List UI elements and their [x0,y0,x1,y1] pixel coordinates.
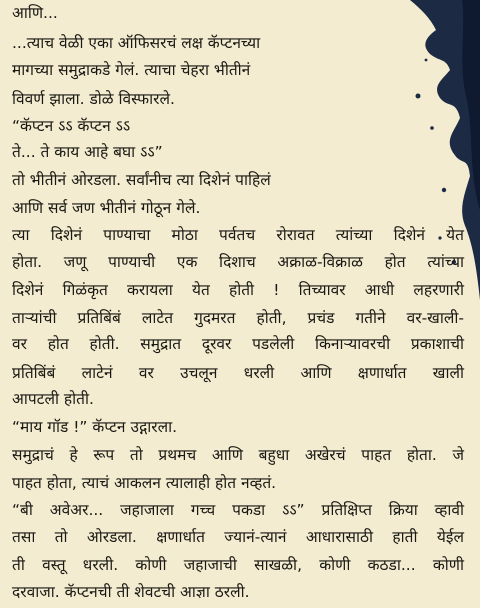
text-line: “बी अवेअर... जहाजाला गच्च पकडा ऽऽ” प्रतिक्षिप्त क्रिया व्हावी [12,501,464,519]
text-line: “कॅप्टन ऽऽ कॅप्टन ऽऽ [12,117,131,135]
text-line: विवर्ण झाला. डोळे विस्फारले. [12,90,175,108]
text-line: समुद्राचं हे रूप तो प्रथमच आणि बहुधा अखेरचं पाहत होता. जे [12,446,464,464]
text-line: तसा तो ओरडला. क्षणार्धात ज्यानं-त्यानं आधारासाठी हाती येईल [12,528,464,546]
text-line: आणि सर्व जण भीतीनं गोठून गेले. [12,199,201,217]
text-line: पाहत होता, त्याचं आकलन त्यालाही होत नव्हतं. [12,474,277,492]
text-line: ते... ते काय आहे बघा ऽऽ” [12,143,163,161]
text-line: वर होत होती. समुद्रात दूरवर पडलेली किनाऱ्यावरची प्रकाशाची [12,335,464,353]
text-line: त्या दिशेनं पाण्याचा मोठा पर्वतच रोरावत त्यांच्या दिशेनं येत [12,226,464,244]
text-line: दरवाजा. कॅप्टनची ती शेवटची आज्ञा ठरली. [12,583,250,601]
text-line: ताऱ्यांची प्रतिबिंबं लाटेत गुदमरत होती, प्रचंड गतीने वर-खाली- [12,309,464,327]
text-line: मागच्या समुद्राकडे गेलं. त्याचा चेहरा भीतीनं [12,61,251,79]
text-line: दिशेनं गिळंकृत करायला येत होती ! तिच्यावर आधी लहरणारी [12,281,464,299]
text-line: तो भीतीनं ओरडला. सर्वांनीच त्या दिशेनं पाहिलं [12,171,271,189]
text-line: आणि... [12,4,58,22]
text-line: प्रतिबिंबं लाटेनं वर उचलून धरली आणि क्षणार्धात खाली [12,364,464,382]
text-line: आपटली होती. [12,390,94,408]
text-line: ...त्याच वेळी एका ऑफिसरचं लक्ष कॅप्टनच्या [12,34,261,52]
text-line: “माय गॉड !” कॅप्टन उद्गारला. [12,418,178,436]
text-line: होता. जणू पाण्याची एक दिशाच अक्राळ-विक्राळ होत त्यांच्या [12,253,464,271]
text-line: ती वस्तू धरली. कोणी जहाजाची साखळी, कोणी कठडा... कोणी [12,556,464,574]
